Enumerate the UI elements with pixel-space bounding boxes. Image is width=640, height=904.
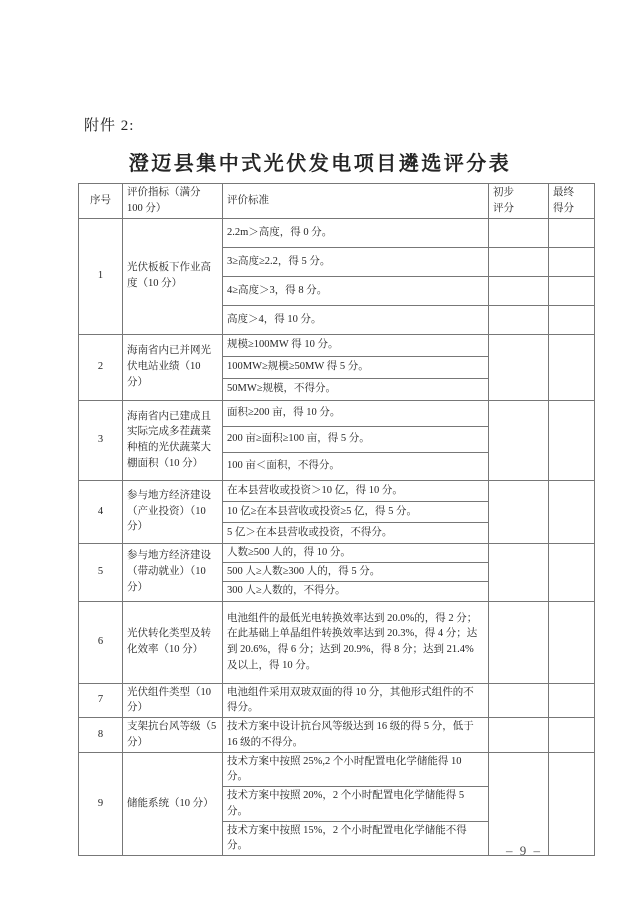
row-number-cell: 8 bbox=[79, 718, 123, 753]
final-score-cell bbox=[549, 480, 595, 543]
row-number-cell: 9 bbox=[79, 752, 123, 856]
final-score-cell bbox=[549, 400, 595, 480]
final-score-cell bbox=[549, 218, 595, 247]
preliminary-score-cell bbox=[489, 718, 549, 753]
final-score-cell bbox=[549, 247, 595, 276]
preliminary-score-cell bbox=[489, 752, 549, 856]
col-header-preliminary bbox=[489, 184, 549, 219]
table-row bbox=[79, 218, 595, 247]
criteria-cell: 2.2m＞高度，得 0 分。 bbox=[223, 218, 489, 247]
col-header-indicator: 评价指标（满分 100 分） bbox=[123, 184, 223, 219]
criteria-cell: 技术方案中按照 15%，2 个小时配置电化学储能不得分。 bbox=[223, 821, 489, 856]
preliminary-score-cell bbox=[489, 683, 549, 718]
row-number-cell: 2 bbox=[79, 334, 123, 400]
col-header-index: 序号 bbox=[79, 184, 123, 219]
row-number-cell: 4 bbox=[79, 480, 123, 543]
final-score-cell bbox=[549, 305, 595, 334]
final-score-cell bbox=[549, 276, 595, 305]
final-score-cell bbox=[549, 543, 595, 601]
criteria-cell: 技术方案中按照 25%,2 个小时配置电化学储能得 10 分。 bbox=[223, 752, 489, 787]
preliminary-score-cell bbox=[489, 247, 549, 276]
final-score-cell bbox=[549, 683, 595, 718]
indicator-cell: 光伏转化类型及转化效率（10 分） bbox=[123, 601, 223, 683]
indicator-cell: 海南省内已并网光伏电站业绩（10 分） bbox=[123, 334, 223, 400]
criteria-cell: 技术方案中设计抗台风等级达到 16 级的得 5 分，低于 16 级的不得分。 bbox=[223, 718, 489, 753]
table-row bbox=[79, 718, 595, 753]
preliminary-score-cell bbox=[489, 400, 549, 480]
criteria-cell: 规模≥100MW 得 10 分。 bbox=[223, 334, 489, 356]
indicator-cell: 海南省内已建成且实际完成多茬蔬菜种植的光伏蔬菜大棚面积（10 分） bbox=[123, 400, 223, 480]
criteria-cell: 4≥高度＞3，得 8 分。 bbox=[223, 276, 489, 305]
table-row bbox=[79, 480, 595, 501]
criteria-cell: 10 亿≥在本县营收或投资≥5 亿，得 5 分。 bbox=[223, 501, 489, 522]
criteria-cell: 500 人≥人数≥300 人的，得 5 分。 bbox=[223, 562, 489, 581]
table-row bbox=[79, 752, 595, 787]
criteria-cell: 300 人≥人数的，不得分。 bbox=[223, 581, 489, 601]
col-header-final bbox=[549, 184, 595, 219]
preliminary-score-cell bbox=[489, 334, 549, 400]
criteria-cell: 电池组件的最低光电转换效率达到 20.0%的，得 2 分；在此基础上单晶组件转换效率达到 20.3%，得 4 分；达到 20.6%，得 6 分；达到 20.9%，得 8 分；达到 21.4%及以上，得 10 分。 bbox=[223, 601, 489, 683]
criteria-cell: 电池组件采用双玻双面的得 10 分，其他形式组件的不得分。 bbox=[223, 683, 489, 718]
criteria-cell: 100 亩＜面积，不得分。 bbox=[223, 452, 489, 480]
indicator-cell: 光伏板板下作业高度（10 分） bbox=[123, 218, 223, 334]
criteria-cell: 技术方案中按照 20%，2 个小时配置电化学储能得 5 分。 bbox=[223, 787, 489, 822]
table-row bbox=[79, 400, 595, 426]
preliminary-score-cell bbox=[489, 305, 549, 334]
col-header-criteria: 评价标准 bbox=[223, 184, 489, 219]
preliminary-score-cell bbox=[489, 276, 549, 305]
final-score-cell bbox=[549, 601, 595, 683]
criteria-cell: 在本县营收或投资＞10 亿，得 10 分。 bbox=[223, 480, 489, 501]
indicator-cell: 支架抗台风等级（5 分） bbox=[123, 718, 223, 753]
row-number-cell: 6 bbox=[79, 601, 123, 683]
row-number-cell: 7 bbox=[79, 683, 123, 718]
criteria-cell: 高度＞4，得 10 分。 bbox=[223, 305, 489, 334]
preliminary-score-cell bbox=[489, 601, 549, 683]
document-title: 澄迈县集中式光伏发电项目遴选评分表 bbox=[128, 153, 512, 175]
indicator-cell: 储能系统（10 分） bbox=[123, 752, 223, 856]
final-score-cell bbox=[549, 718, 595, 753]
table-row bbox=[79, 334, 595, 356]
scoring-table bbox=[78, 183, 595, 856]
table-row bbox=[79, 601, 595, 683]
criteria-cell: 面积≥200 亩，得 10 分。 bbox=[223, 400, 489, 426]
col-header-final-label: 最终得分 bbox=[553, 187, 574, 214]
criteria-cell: 50MW≥规模，不得分。 bbox=[223, 378, 489, 400]
preliminary-score-cell bbox=[489, 218, 549, 247]
scoring-table-container bbox=[78, 183, 595, 856]
criteria-cell: 3≥高度≥2.2，得 5 分。 bbox=[223, 247, 489, 276]
criteria-cell: 人数≥500 人的，得 10 分。 bbox=[223, 543, 489, 562]
criteria-cell: 200 亩≥面积≥100 亩，得 5 分。 bbox=[223, 426, 489, 452]
attachment-label: 附件 2: bbox=[84, 118, 135, 134]
row-number-cell: 3 bbox=[79, 400, 123, 480]
row-number-cell: 1 bbox=[79, 218, 123, 334]
table-header-row bbox=[79, 184, 595, 219]
row-number-cell: 5 bbox=[79, 543, 123, 601]
indicator-cell: 光伏组件类型（10 分） bbox=[123, 683, 223, 718]
page-number: – 9 – bbox=[506, 843, 542, 858]
final-score-cell bbox=[549, 752, 595, 856]
preliminary-score-cell bbox=[489, 543, 549, 601]
preliminary-score-cell bbox=[489, 480, 549, 543]
table-row bbox=[79, 543, 595, 562]
criteria-cell: 100MW≥规模≥50MW 得 5 分。 bbox=[223, 356, 489, 378]
final-score-cell bbox=[549, 334, 595, 400]
col-header-preliminary-label: 初步评分 bbox=[493, 187, 514, 214]
table-row bbox=[79, 683, 595, 718]
indicator-cell: 参与地方经济建设（带动就业）（10 分） bbox=[123, 543, 223, 601]
criteria-cell: 5 亿＞在本县营收或投资，不得分。 bbox=[223, 522, 489, 543]
indicator-cell: 参与地方经济建设（产业投资）（10 分） bbox=[123, 480, 223, 543]
